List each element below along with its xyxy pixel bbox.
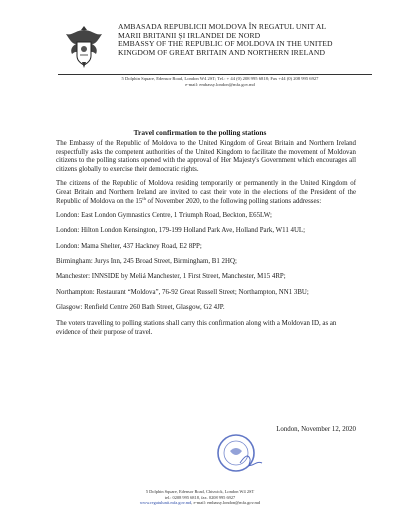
footer-address: 5 Dolphin Square, Edensor Road, Chiswick, London W4 2ST	[145, 489, 255, 494]
footer	[0, 489, 400, 506]
letter-body	[56, 140, 356, 344]
header-line-4: KINGDOM OF GREAT BRITAIN AND NORTHERN IRELAND	[118, 47, 326, 57]
footer-email: , e-mail: embassy.london@mfa.gov.md	[191, 500, 261, 506]
list-item: London: Mama Shelter, 437 Hackney Road, E2 8PP;	[56, 242, 202, 250]
list-item: London: Hilton London Kensington, 179-199 Holland Park Ave, Holland Park, W11 4UL;	[56, 227, 306, 235]
footer-phone-fax: tel.: 0208 995 6818, fax. 0208 995 6927	[164, 494, 236, 500]
document-title: Travel confirmation to the polling stations	[133, 128, 267, 137]
paragraph-request: The Embassy of the Republic of Moldova to the United Kingdom of Great Britain and Northern Ireland respectfully asks the competent authorities of the United Kingdom to facilitate the movement of Moldovan citizens to the polling stations opened with the approval of Her Majesty's Government which encourages all citizens globally to exercise their democratic rights.	[56, 140, 356, 173]
embassy-header	[118, 23, 388, 57]
invitation-text-start: The citizens of the Republic of Moldova residing temporarily or permanently in the United Kingdom of Great Britain and Northern Ireland are invited to cast their vote in the elections of the President of the Republic of Moldova on the 15	[56, 180, 356, 205]
moldova-coat-of-arms-icon	[62, 22, 106, 70]
official-stamp-signature-icon	[210, 429, 270, 479]
list-item: Manchester: INNSIDE by Meliá Manchester, 1 First Street, Manchester, M15 4RP;	[56, 273, 286, 281]
header-address-line-1: 5 Dolphin Square, Edensor Road, London W4 2ST; Tel.: + 44 (0) 208 995 6818; Fax +44 (0) 208 995 6927	[121, 76, 319, 81]
footer-contact	[0, 500, 400, 506]
list-item: London: East London Gymnastics Centre, 1 Triumph Road, Beckton, E65LW;	[56, 212, 272, 220]
ordinal-suffix: th	[142, 195, 146, 201]
header-line-2: MARII BRITANII ȘI IRLANDEI DE NORD	[118, 30, 261, 40]
header-line-3: EMBASSY OF THE REPUBLIC OF MOLDOVA IN THE UNITED	[118, 39, 333, 49]
letter-date: London, November 12, 2020	[276, 426, 356, 433]
header-address-email: e-mail: embassy.london@mfa.gov.md	[185, 82, 255, 87]
header-line-1: AMBASADA REPUBLICII MOLDOVA ÎN REGATUL UNIT AL	[118, 22, 327, 31]
list-item: Glasgow: Renfield Centre 260 Bath Street, Glasgow, G2 4JP.	[56, 303, 225, 311]
invitation-text-end: of November 2020, to the following polling stations addresses:	[145, 197, 322, 205]
paragraph-invitation	[56, 180, 356, 206]
list-item: Northampton: Restaurant “Moldova”, 76-92 Great Russell Street; Northampton, NN1 3BU;	[56, 288, 309, 296]
header-address	[60, 76, 380, 88]
website-link[interactable]: www.regatulunit.mfa.gov.md	[139, 500, 192, 506]
polling-stations-list	[56, 212, 356, 312]
header-divider	[58, 74, 372, 75]
paragraph-closing: The voters travelling to polling stations shall carry this confirmation along with a Moldovan ID, as an evidence of their purpose of travel.	[56, 320, 337, 337]
list-item: Birmingham: Jurys Inn, 245 Broad Street, Birmingham, B1 2HQ;	[56, 258, 237, 265]
